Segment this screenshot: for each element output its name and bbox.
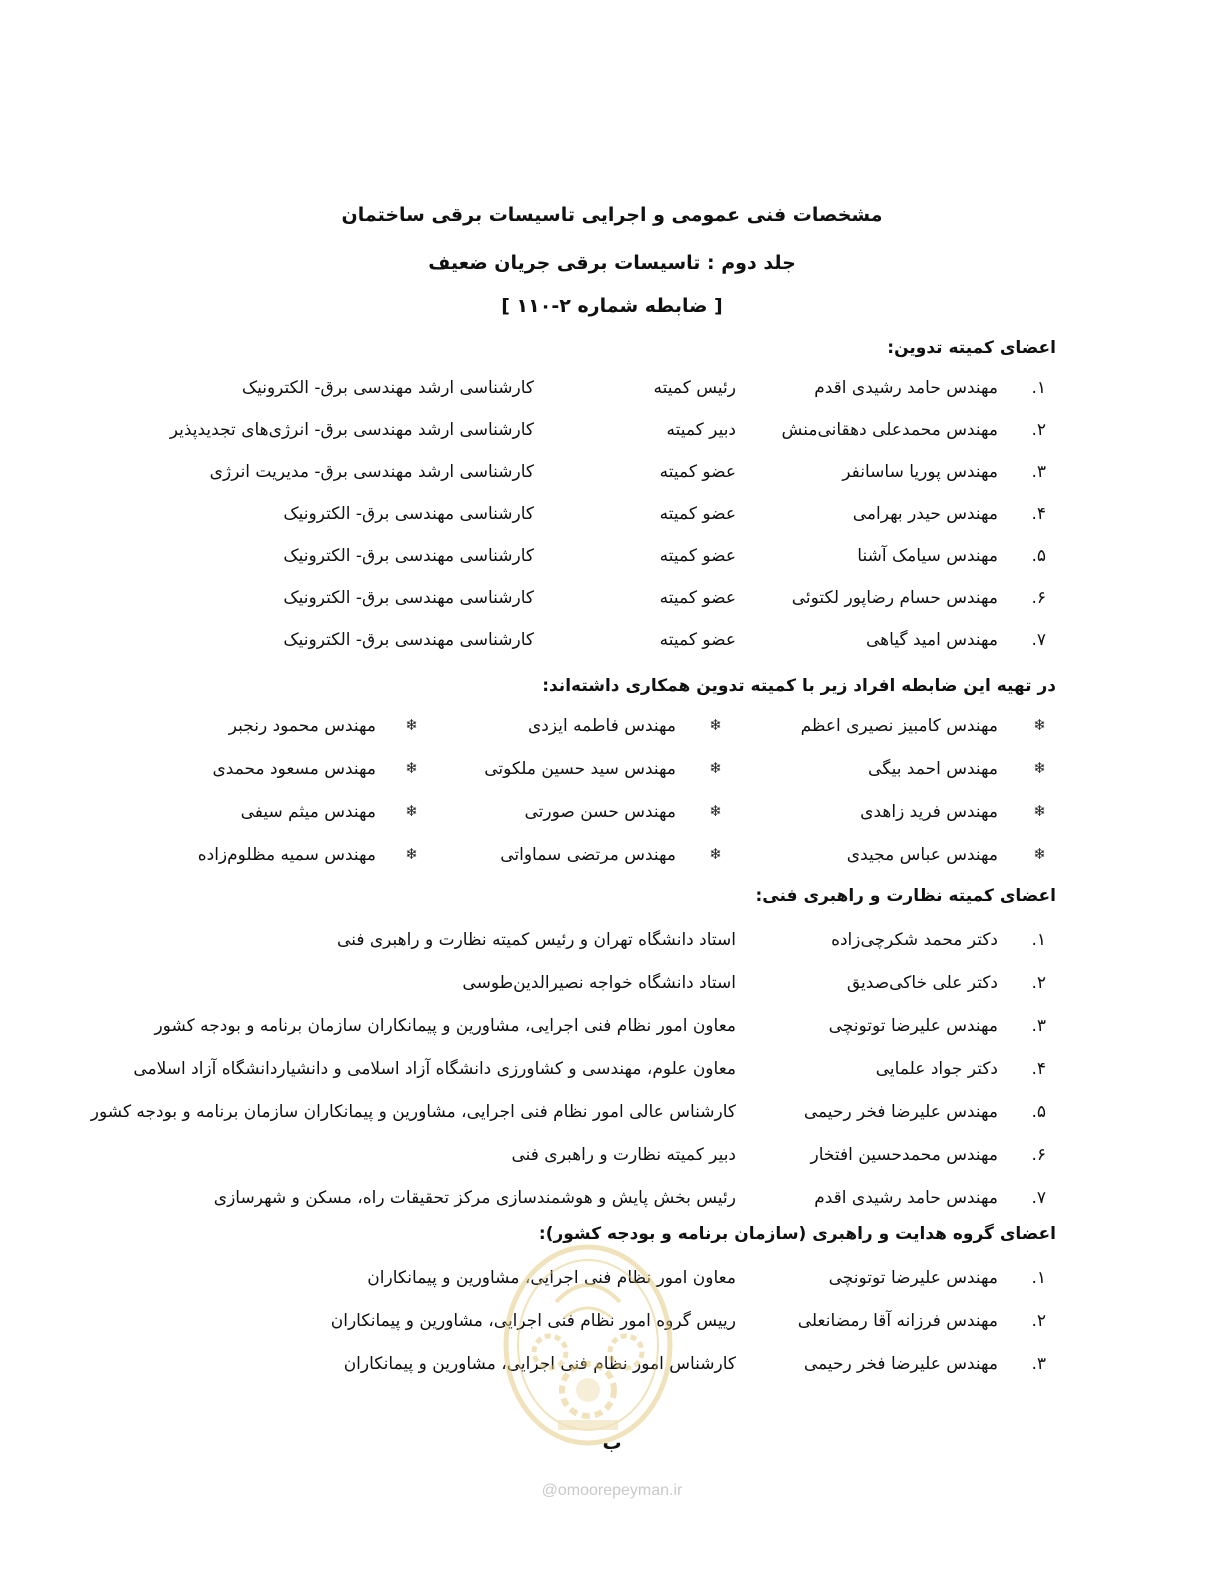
member-number: ۳. xyxy=(1031,1016,1046,1036)
collaborator-name: مهندس سمیه مظلوم‌زاده xyxy=(197,845,376,865)
supervisor-row xyxy=(0,1188,1224,1222)
member-role: عضو کمیته xyxy=(659,462,736,482)
collaborator-row xyxy=(0,845,1224,879)
member-degree: کارشناسی ارشد مهندسی برق- الکترونیک xyxy=(241,378,534,398)
supervisor-row xyxy=(0,1145,1224,1179)
collaborator-name: مهندس سید حسین ملکوتی xyxy=(484,759,676,779)
collaborator-row xyxy=(0,759,1224,793)
bullet-icon: ❄ xyxy=(405,759,418,777)
page-letter: ب xyxy=(602,1432,622,1454)
member-degree: کارشناسی مهندسی برق- الکترونیک xyxy=(283,630,534,650)
member-number: ۴. xyxy=(1031,504,1046,524)
member-number: ۱. xyxy=(1031,930,1046,950)
member-number: ۴. xyxy=(1031,1059,1046,1079)
bullet-icon: ❄ xyxy=(709,802,722,820)
member-name: مهندس علیرضا توتونچی xyxy=(828,1268,998,1288)
collaborator-name: مهندس احمد بیگی xyxy=(868,759,998,779)
member-number: ۱. xyxy=(1031,1268,1046,1288)
member-position: دبیر کمیته نظارت و راهبری فنی xyxy=(511,1145,736,1165)
member-number: ۲. xyxy=(1031,1311,1046,1331)
member-name: مهندس امید گیاهی xyxy=(866,630,998,650)
member-number: ۶. xyxy=(1031,1145,1046,1165)
committee-member-row xyxy=(0,546,1224,580)
member-degree: کارشناسی مهندسی برق- الکترونیک xyxy=(283,588,534,608)
collaborator-name: مهندس فرید زاهدی xyxy=(860,802,998,822)
bullet-icon: ❄ xyxy=(709,845,722,863)
watermark-website: @omoorepeyman.ir xyxy=(541,1482,683,1499)
member-name: مهندس محمدعلی دهقانی‌منش xyxy=(781,420,998,440)
collaborator-name: مهندس عباس مجیدی xyxy=(846,845,998,865)
member-number: ۱. xyxy=(1031,378,1046,398)
bullet-icon: ❄ xyxy=(709,716,722,734)
committee-member-row xyxy=(0,504,1224,538)
member-role: عضو کمیته xyxy=(659,630,736,650)
member-degree: کارشناسی مهندسی برق- الکترونیک xyxy=(283,504,534,524)
collaborator-row xyxy=(0,802,1224,836)
supervisor-row xyxy=(0,973,1224,1007)
member-name: مهندس علیرضا فخر رحیمی xyxy=(803,1102,998,1122)
member-number: ۳. xyxy=(1031,1354,1046,1374)
member-name: مهندس حیدر بهرامی xyxy=(852,504,998,524)
member-role: عضو کمیته xyxy=(659,588,736,608)
guidance-group-heading: اعضای گروه هدایت و راهبری (سازمان برنامه و بودجه کشور): xyxy=(538,1224,1056,1244)
bullet-icon: ❄ xyxy=(1033,845,1046,863)
member-position: استاد دانشگاه تهران و رئیس کمیته نظارت و راهبری فنی xyxy=(337,930,736,950)
watermark-seal-icon xyxy=(498,1240,678,1450)
member-position: رییس گروه امور نظام فنی اجرایی، مشاورین و پیمانکاران xyxy=(330,1311,736,1331)
document-code: [ ضابطه شماره ۲-۱۱۰ ] xyxy=(501,295,723,317)
collaborator-name: مهندس فاطمه ایزدی xyxy=(527,716,676,736)
member-degree: کارشناسی ارشد مهندسی برق- انرژی‌های تجدیدپذیر xyxy=(169,420,534,440)
member-position: رئیس بخش پایش و هوشمندسازی مرکز تحقیقات راه، مسکن و شهرسازی xyxy=(213,1188,736,1208)
member-position: معاون امور نظام فنی اجرایی، مشاورین و پیمانکاران سازمان برنامه و بودجه کشور xyxy=(154,1016,736,1036)
bullet-icon: ❄ xyxy=(405,716,418,734)
member-name: مهندس حامد رشیدی اقدم xyxy=(814,378,998,398)
collaborator-name: مهندس محمود رنجبر xyxy=(228,716,376,736)
member-role: دبیر کمیته xyxy=(666,420,736,440)
member-name: مهندس پوریا ساسانفر xyxy=(842,462,998,482)
member-position: معاون امور نظام فنی اجرایی، مشاورین و پیمانکاران xyxy=(367,1268,736,1288)
collaborator-name: مهندس کامبیز نصیری اعظم xyxy=(800,716,998,736)
committee-member-row xyxy=(0,378,1224,412)
member-position: معاون علوم، مهندسی و کشاورزی دانشگاه آزاد اسلامی و دانشیاردانشگاه آزاد اسلامی xyxy=(133,1059,736,1079)
collaborator-name: مهندس حسن صورتی xyxy=(524,802,676,822)
bullet-icon: ❄ xyxy=(709,759,722,777)
collaborator-row xyxy=(0,716,1224,750)
member-name: دکتر محمد شکرچی‌زاده xyxy=(831,930,998,950)
member-number: ۶. xyxy=(1031,588,1046,608)
supervisor-row xyxy=(0,930,1224,964)
member-name: مهندس فرزانه آقا رمضانعلی xyxy=(797,1311,998,1331)
member-position: استاد دانشگاه خواجه نصیرالدین‌طوسی xyxy=(462,973,736,993)
committee-member-row xyxy=(0,630,1224,664)
member-role: عضو کمیته xyxy=(659,546,736,566)
member-name: مهندس حسام رضاپور لکتوئی xyxy=(791,588,998,608)
supervision-committee-heading: اعضای کمیته نظارت و راهبری فنی: xyxy=(755,886,1056,906)
supervisor-row xyxy=(0,1016,1224,1050)
bullet-icon: ❄ xyxy=(405,845,418,863)
bullet-icon: ❄ xyxy=(1033,716,1046,734)
member-position: کارشناس عالی امور نظام فنی اجرایی، مشاورین و پیمانکاران سازمان برنامه و بودجه کشور xyxy=(90,1102,736,1122)
member-number: ۵. xyxy=(1031,546,1046,566)
committee-member-row xyxy=(0,420,1224,454)
member-degree: کارشناسی ارشد مهندسی برق- مدیریت انرژی xyxy=(209,462,534,482)
member-name: مهندس حامد رشیدی اقدم xyxy=(814,1188,998,1208)
member-number: ۷. xyxy=(1031,630,1046,650)
collaborator-name: مهندس میثم سیفی xyxy=(240,802,376,822)
member-number: ۷. xyxy=(1031,1188,1046,1208)
supervisor-row xyxy=(0,1059,1224,1093)
member-name: مهندس سیامک آشنا xyxy=(857,546,998,566)
member-number: ۲. xyxy=(1031,420,1046,440)
member-number: ۲. xyxy=(1031,973,1046,993)
member-number: ۵. xyxy=(1031,1102,1046,1122)
drafting-committee-heading: اعضای کمیته تدوین: xyxy=(887,338,1056,358)
member-name: مهندس علیرضا توتونچی xyxy=(828,1016,998,1036)
bullet-icon: ❄ xyxy=(1033,802,1046,820)
member-name: دکتر جواد علمایی xyxy=(875,1059,998,1079)
committee-member-row xyxy=(0,462,1224,496)
member-role: عضو کمیته xyxy=(659,504,736,524)
document-title: مشخصات فنی عمومی و اجرایی تاسیسات برقی ساختمان xyxy=(341,204,883,226)
collaborators-heading: در تهیه این ضابطه افراد زیر با کمیته تدوین همکاری داشته‌اند: xyxy=(542,676,1056,696)
collaborator-name: مهندس مرتضی سماواتی xyxy=(500,845,676,865)
member-role: رئیس کمیته xyxy=(653,378,736,398)
member-position: کارشناس امور نظام فنی اجرایی، مشاورین و پیمانکاران xyxy=(343,1354,736,1374)
bullet-icon: ❄ xyxy=(1033,759,1046,777)
collaborator-name: مهندس مسعود محمدی xyxy=(212,759,376,779)
member-name: دکتر علی خاکی‌صدیق xyxy=(846,973,998,993)
committee-member-row xyxy=(0,588,1224,622)
member-degree: کارشناسی مهندسی برق- الکترونیک xyxy=(283,546,534,566)
supervisor-row xyxy=(0,1102,1224,1136)
member-number: ۳. xyxy=(1031,462,1046,482)
member-name: مهندس محمدحسین افتخار xyxy=(810,1145,998,1165)
member-name: مهندس علیرضا فخر رحیمی xyxy=(803,1354,998,1374)
bullet-icon: ❄ xyxy=(405,802,418,820)
document-volume: جلد دوم : تاسیسات برقی جریان ضعیف xyxy=(428,252,796,274)
